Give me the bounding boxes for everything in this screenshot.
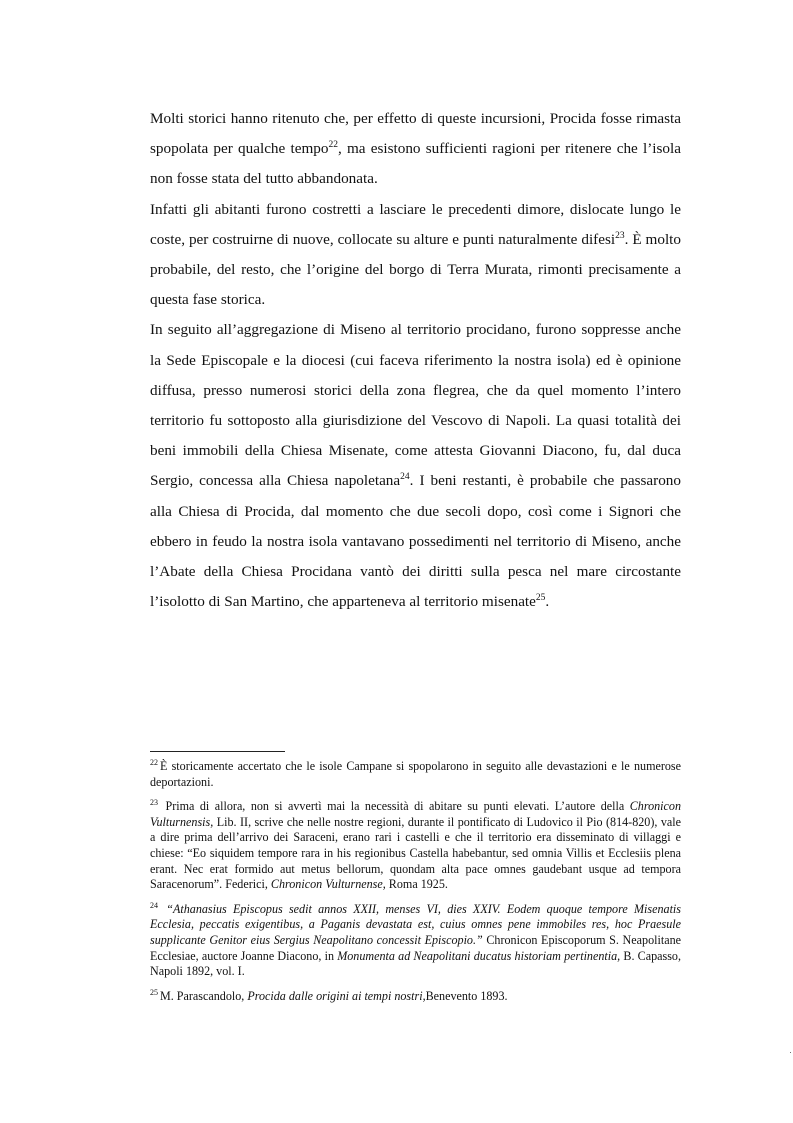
footnote-text: Benevento 1893. — [425, 988, 508, 1003]
footnote-ref-24: 24 — [400, 472, 410, 483]
footnote-title-italic: Chronicon Vulturnense, — [270, 877, 386, 892]
footnote-title-italic: Procida dalle origini ai tempi nostri, — [247, 988, 426, 1003]
paragraph-3-text-mid: . I beni restanti, è probabile che passarono alla Chiesa di Procida, dal momento che due secoli dopo, così come i Signori che ebbero in feudo la nostra isola vantavano possedimenti nel territorio di Miseno, anche l’Abate della Chiesa Procidana vantò dei diritti sulla pesca nel mare circostante l’isolotto di San Martino, che apparteneva al territorio misenate — [150, 472, 681, 611]
paragraph-3-text-end: . — [545, 593, 550, 611]
paragraph-2 — [150, 195, 681, 316]
paragraph-1 — [150, 104, 681, 195]
footnote-separator — [150, 751, 285, 752]
footnote-22 — [150, 759, 681, 790]
footnote-text: Roma 1925. — [385, 877, 448, 892]
footnote-text: Chronicon Episcoporum S. Neapolitane Ecclesiae, auctore Joanne Diacono, in — [150, 932, 681, 963]
paragraph-1-text-cont: , ma esistono sufficienti ragioni per ritenere che l’isola non fosse stata del tutto abbandonata. — [150, 140, 681, 188]
footnote-quote-italic: “Athanasius Episcopus sedit annos XXII, menses VI, dies XXIV. Eodem quoque tempore Misenatis Ecclesia, peccatis exigentibus, a Paganis devastata est, cuius omnes pene immobiles res, hoc Praesule supplicante Genitor eius Sergius Neapolitano concessit Episcopio.” — [150, 901, 681, 947]
footnote-text: Lib. II, scrive che nelle nostre regioni, durante il pontificato di Ludovico il Pio (814-820), vale a dire prima dell’arrivo dei Saraceni, erano rari i castelli e che il territorio era disseminato di villaggi e chiese: “Eo siquidem tempore rara in his regionibus Castella habebantur, sed omnia Villis et Ecclesiis plena erant. Nec erat formido aut metus bellorum, quondam alta pace omnes gaudebant usque ad tempora Saracenorum”. Federici, — [150, 814, 681, 892]
footnote-ref-22: 22 — [328, 140, 338, 151]
footnote-number: 23 — [150, 798, 158, 808]
page-edge-mark: · — [789, 1047, 792, 1057]
footnote-number: 22 — [150, 757, 158, 767]
footnote-title-italic: Monumenta ad Neapolitani ducatus historiam pertinentia, — [337, 948, 621, 963]
footnote-ref-25: 25 — [535, 593, 546, 604]
footnote-text: Prima di allora, non si avvertì mai la necessità di abitare su punti elevati. L’autore della — [165, 799, 630, 814]
main-text — [150, 104, 681, 617]
footnotes — [150, 759, 681, 1013]
paragraph-2-text-cont: . È molto probabile, del resto, che l’origine del borgo di Terra Murata, rimonti precisamente a questa fase storica. — [150, 230, 681, 309]
paragraph-2-text: Infatti gli abitanti furono costretti a lasciare le precedenti dimore, dislocate lungo le coste, per costruirne di nuove, collocate su alture e punti naturalmente difesi — [150, 200, 681, 248]
paragraph-1-text: Molti storici hanno ritenuto che, per effetto di queste incursioni, Procida fosse rimasta spopolata per qualche tempo — [150, 110, 681, 158]
footnote-text: È storicamente accertato che le isole Campane si spopolarono in seguito alle devastazioni e le numerose deportazioni. — [150, 759, 681, 789]
footnote-title-italic: Chronicon Vulturnensis, — [150, 799, 681, 829]
paragraph-3 — [150, 315, 681, 617]
paragraph-3-text: In seguito all’aggregazione di Miseno al territorio procidano, furono soppresse anche la Sede Episcopale e la diocesi (cui faceva riferimento la nostra isola) ed è opinione diffusa, presso numerosi storici della zona flegrea, che da quel momento l’intero territorio fu sottoposto alla giurisdizione del Vescovo di Napoli. La quasi totalità dei beni immobili della Chiesa Misenate, come attesta Giovanni Diacono, fu, dal duca Sergio, concessa alla Chiesa napoletana — [150, 321, 681, 490]
footnote-25 — [150, 989, 681, 1005]
footnote-24 — [150, 902, 681, 980]
footnote-23 — [150, 799, 681, 893]
footnote-number: 25 — [150, 987, 158, 997]
footnote-text: B. Capasso, Napoli 1892, vol. I. — [150, 948, 681, 979]
footnote-text: M. Parascandolo, — [160, 988, 248, 1003]
footnote-ref-23: 23 — [615, 230, 625, 241]
footnote-number: 24 — [150, 900, 158, 910]
